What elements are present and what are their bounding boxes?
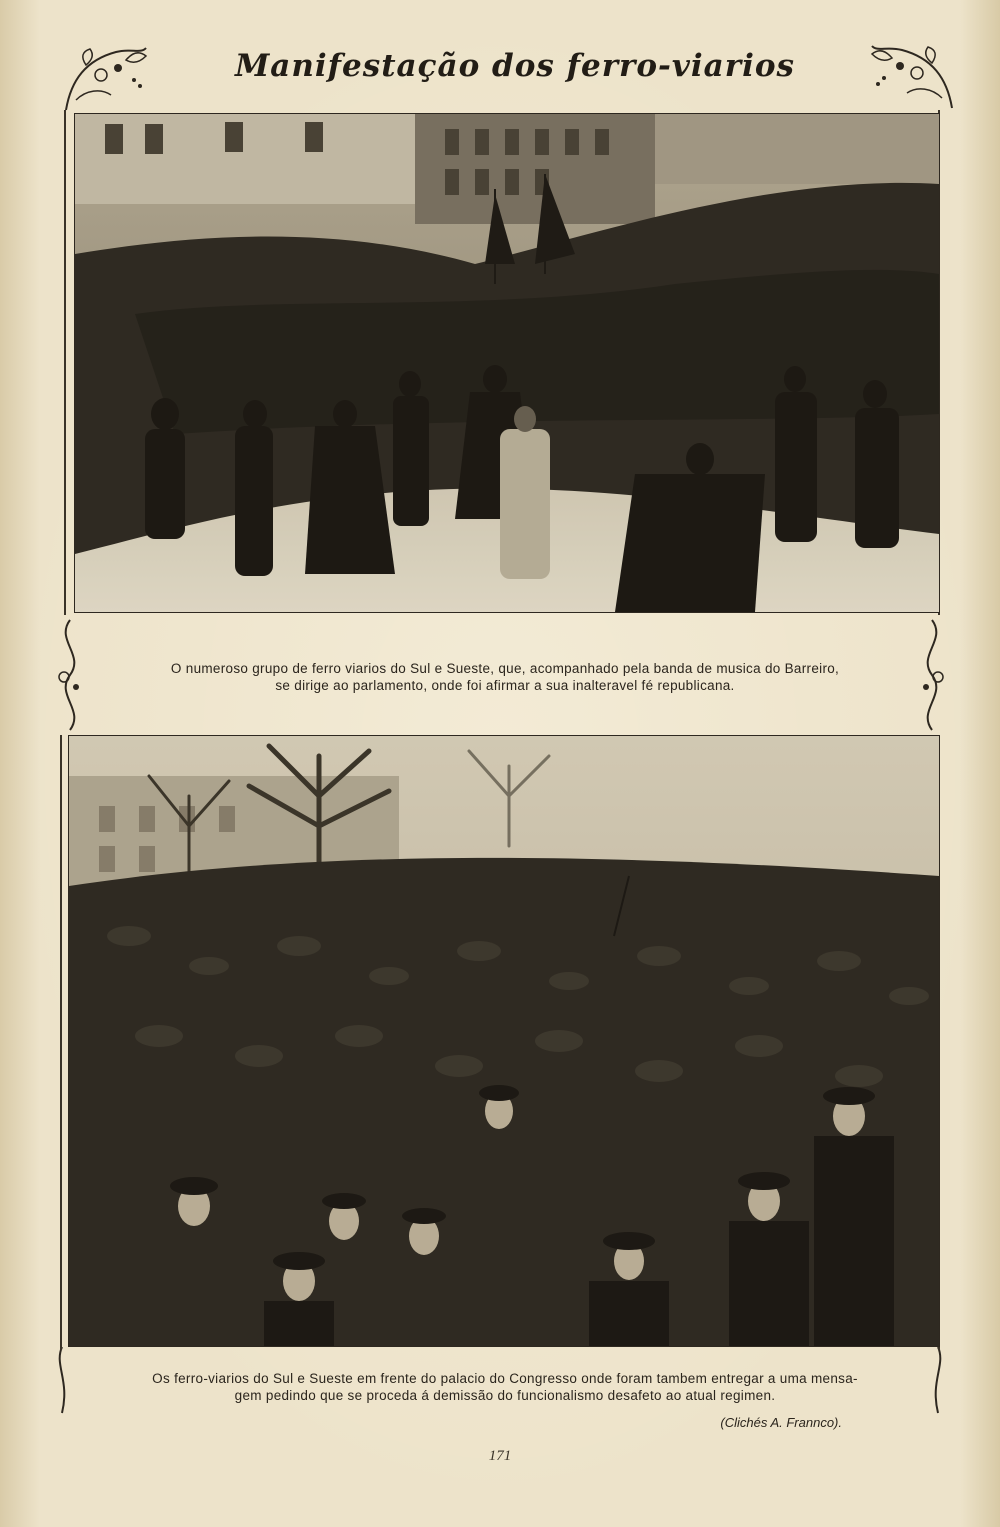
frame-left-upper xyxy=(64,110,66,615)
caption-top-line2: se dirige ao parlamento, onde foi afirmar a sua inalteravel fé republicana. xyxy=(275,678,735,693)
page-title: Manifestação dos ferro-viarios xyxy=(234,48,796,84)
caption-bottom-photo xyxy=(80,1370,930,1404)
bottom-left-scroll-ornament xyxy=(50,1345,74,1415)
top-left-floral-ornament xyxy=(56,40,156,120)
photo-credit: (Clichés A. Frannco). xyxy=(720,1415,842,1430)
top-right-floral-ornament xyxy=(862,38,962,118)
caption-bottom-line2: gem pedindo que se proceda á demissão do funcionalismo desafeto ao atual regimen. xyxy=(234,1388,776,1403)
frame-left-lower xyxy=(60,735,62,1350)
photo-crowd-at-congress xyxy=(68,735,940,1347)
caption-top-photo xyxy=(80,660,930,694)
caption-bottom-line1: Os ferro-viarios do Sul e Sueste em frente do palacio do Congresso onde foram tambem entregar a uma mensa- xyxy=(152,1371,858,1386)
caption-top-line1: O numeroso grupo de ferro viarios do Sul e Sueste, que, acompanhado pela banda de musica do Barreiro, xyxy=(170,661,840,676)
photo-march-to-parliament xyxy=(74,113,940,613)
page-number: 171 xyxy=(488,1448,512,1464)
